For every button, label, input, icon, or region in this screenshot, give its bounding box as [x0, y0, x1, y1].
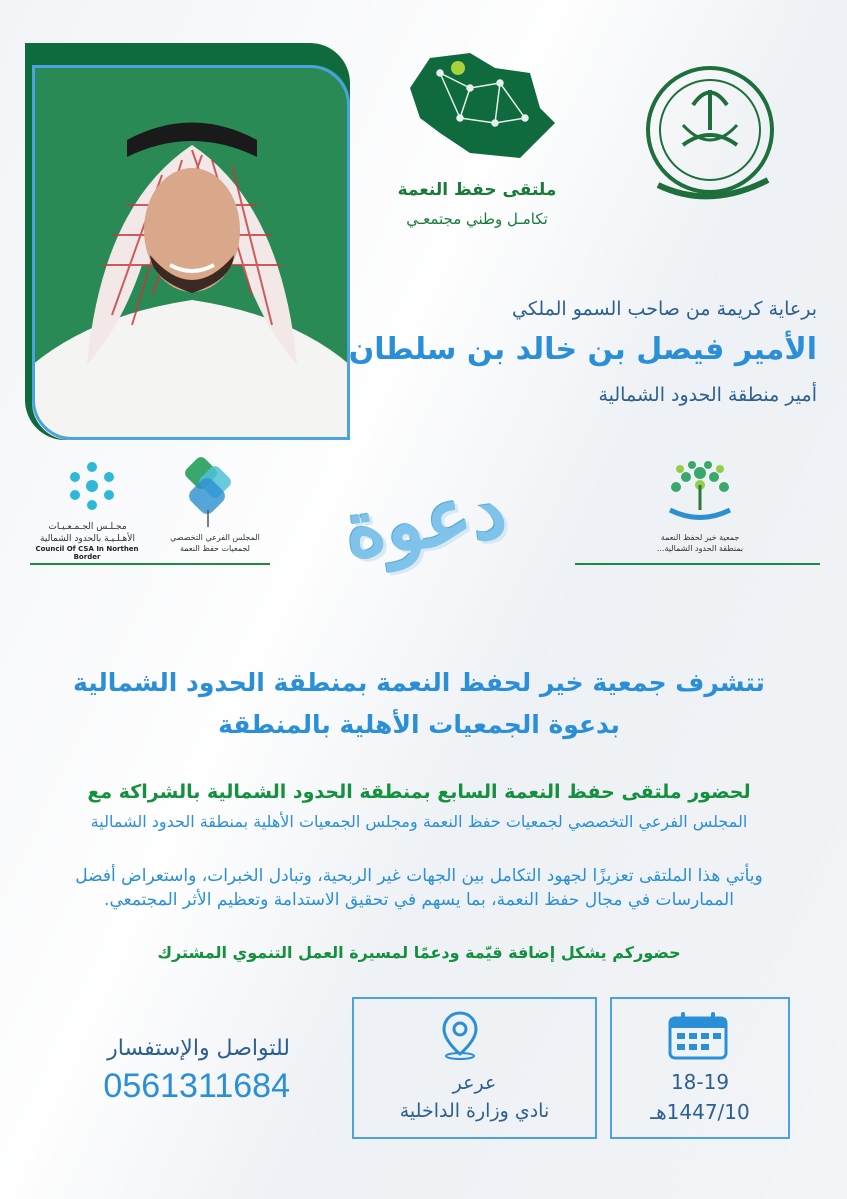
divider-right: [575, 563, 820, 565]
forum-subtitle: تكامـل وطني مجتمعـي: [406, 210, 548, 228]
heading-line2: بدعوة الجمعيات الأهلية بالمنطقة: [218, 710, 620, 739]
event-days: 18-19: [670, 1070, 730, 1094]
csa-name-english: Council Of CSA In Northen Border: [35, 545, 139, 561]
heading-line1: تتشرف جمعية خير لحفظ النعمة بمنطقة الحدود الشمالية: [73, 668, 765, 697]
patron-title: أمير منطقة الحدود الشمالية: [598, 384, 817, 406]
purpose-line1: ويأتي هذا الملتقى تعزيزًا لجهود التكامل بين الجهات غير الربحية، وتبادل الخبرات، واستعراض أفضل: [75, 866, 763, 886]
event-venue: نادي وزارة الداخلية: [399, 1100, 550, 1122]
contact-phone[interactable]: 0561311684: [103, 1067, 290, 1105]
branch-council-line1: المجلس الفرعي التخصصي: [170, 533, 260, 542]
branch-council-logo: [180, 455, 240, 535]
divider-left: [30, 563, 270, 565]
invitation-word: دعوة: [338, 464, 512, 577]
partners-line: المجلس الفرعي التخصصي لجمعيات حفظ النعمة ومجلس الجمعيات الأهلية بمنطقة الحدود الشمالية: [90, 812, 748, 831]
event-month-year: 1447/10هـ: [650, 1100, 750, 1124]
forum-map-logo: [400, 48, 560, 168]
attend-line: لحضور ملتقى حفظ النعمة السابع بمنطقة الحدود الشمالية بالشراكة مع: [87, 781, 751, 803]
charity-logo: [650, 455, 750, 535]
portrait-border: [32, 65, 350, 440]
patronage-intro: برعاية كريمة من صاحب السمو الملكي: [511, 298, 817, 320]
event-city: عرعر: [452, 1072, 497, 1094]
csa-name-line2: الأهـلـيـة بالحدود الشمالية: [40, 534, 135, 544]
forum-title: ملتقى حفظ النعمة: [397, 180, 557, 200]
emirate-emblem: [638, 60, 783, 210]
purpose-line2: الممارسات في مجال حفظ النعمة، بما يسهم في تحقيق الاستدامة وتعظيم الأثر المجتمعي.: [104, 890, 734, 910]
patron-name: الأمير فيصل بن خالد بن سلطان: [348, 332, 817, 367]
invitation-calligraphy: [300, 464, 550, 635]
charity-name-line1: جمعية خير لحفظ النعمة: [660, 533, 740, 542]
location-pin-icon: [440, 1010, 480, 1060]
closing-line: حضوركم يشكل إضافة قيّمة ودعمًا لمسيرة العمل التنموي المشترك: [157, 943, 681, 962]
charity-name-line2: بمنطقة الحدود الشمالية...: [656, 544, 744, 553]
contact-label: للتواصل والإستفسار: [107, 1036, 290, 1061]
calendar-icon: [667, 1010, 729, 1060]
csa-name-line1: مجـلـس الجـمـعـيـات: [48, 522, 127, 532]
branch-council-line2: لجمعيات حفظ النعمة: [180, 544, 250, 553]
